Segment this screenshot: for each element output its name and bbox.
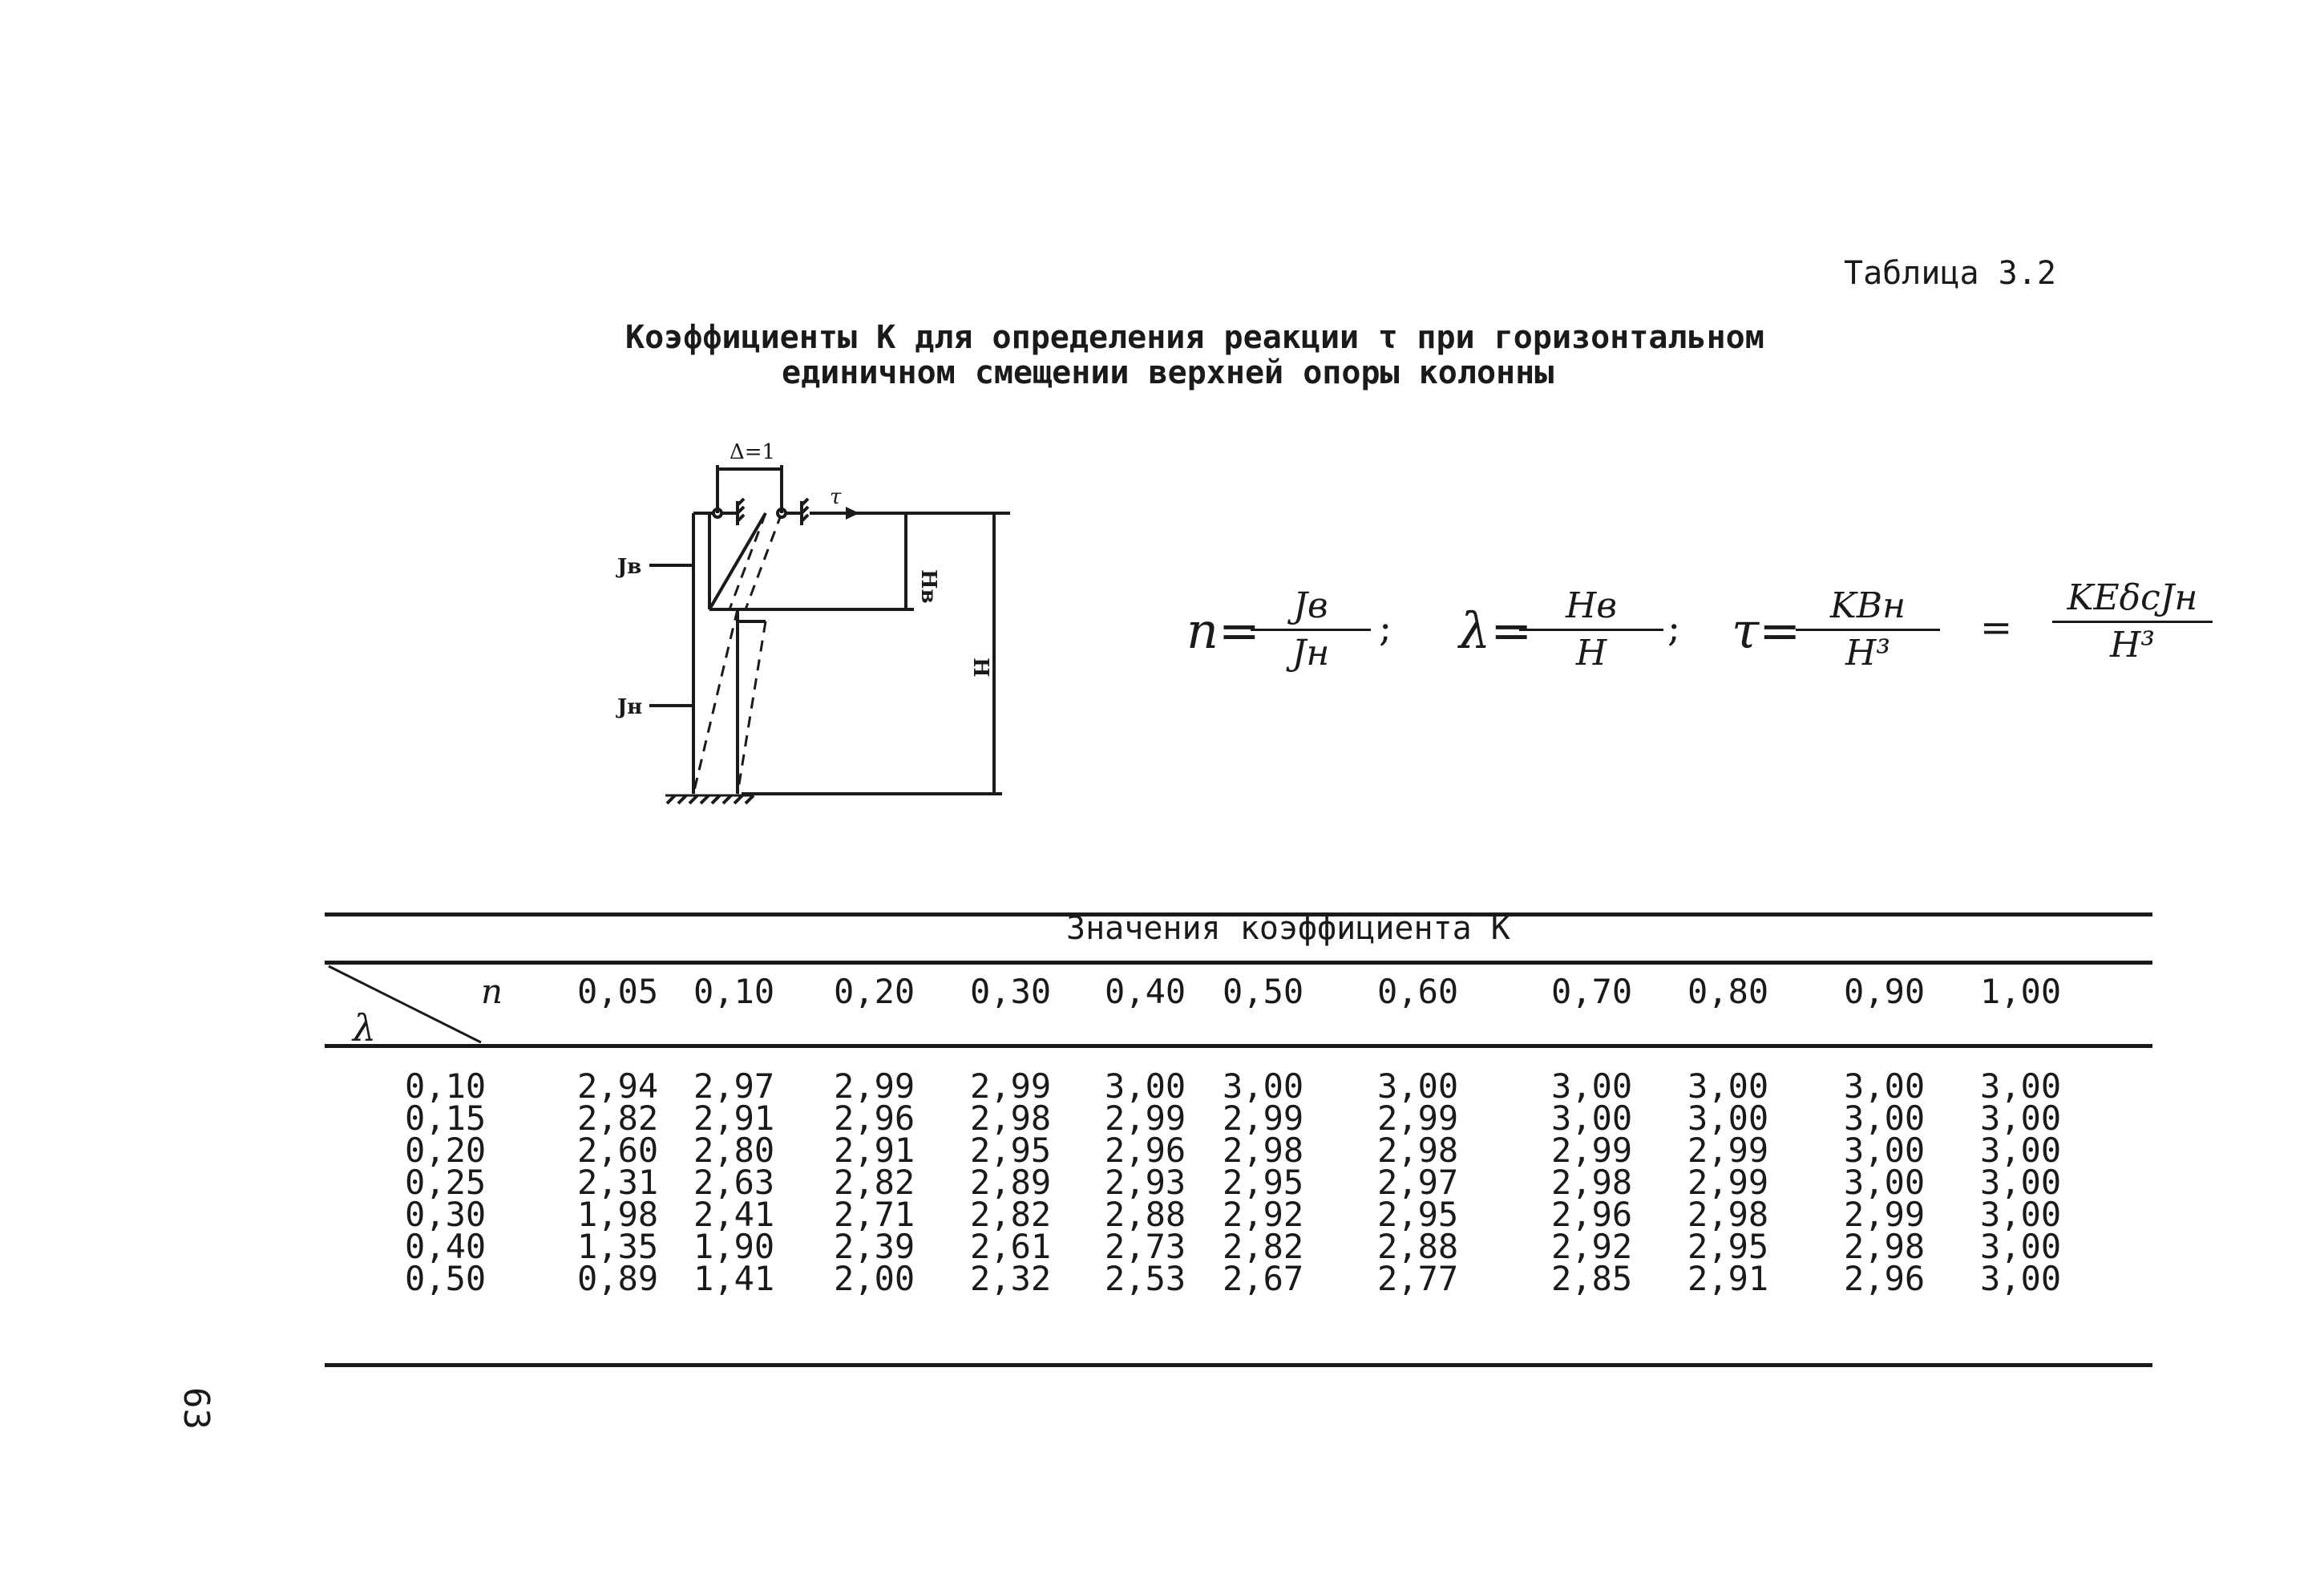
fraction-bar [1796,629,1940,631]
formula-n-numerator: Jв [1293,585,1328,626]
column-header: 0,10 [693,972,775,1011]
table-cell: 2,92 [1223,1195,1304,1234]
table-cell: 2,82 [577,1099,659,1138]
column-header: 0,60 [1377,972,1459,1011]
n-axis-label: n [481,972,503,1011]
column-header: 0,30 [970,972,1052,1011]
table-bottom-rule [325,1363,2152,1367]
corner-diagonal [325,962,485,1046]
table-cell: 2,80 [693,1131,775,1170]
table-cell: 2,99 [1687,1163,1769,1202]
table-cell: 1,35 [577,1227,659,1266]
table-cell: 2,99 [1687,1131,1769,1170]
table-cell: 3,00 [1844,1066,1926,1106]
table-cell: 2,39 [834,1227,915,1266]
row-lambda-value: 0,30 [405,1195,487,1234]
column-header: 0,70 [1551,972,1633,1011]
table-cell: 2,96 [834,1099,915,1138]
formula-r2-denominator: H³ [2109,625,2155,666]
table-cell: 3,00 [1687,1099,1769,1138]
table-cell: 0,89 [577,1259,659,1298]
table-cell: 2,31 [577,1163,659,1202]
table-cell: 2,97 [1377,1163,1459,1202]
table-cell: 3,00 [1980,1227,2062,1266]
table-cell: 2,82 [1223,1227,1304,1266]
table-cell: 2,99 [1844,1195,1926,1234]
formula-n-lhs: n= [1186,601,1260,660]
displaced-lower-line-a [693,609,738,794]
table-cell: 2,92 [1551,1227,1633,1266]
table-cell: 2,99 [970,1066,1052,1106]
formula-r-lhs: τ= [1732,601,1801,660]
table-cell: 2,94 [577,1066,659,1106]
table-cell: 2,63 [693,1163,775,1202]
table-cell: 3,00 [1980,1259,2062,1298]
column-header: 0,40 [1105,972,1186,1011]
table-cell: 2,96 [1105,1131,1186,1170]
displaced-lower-line-b [738,621,766,794]
table-cell: 2,53 [1105,1259,1186,1298]
column-header: 0,05 [577,972,659,1011]
table-cell: 3,00 [1377,1066,1459,1106]
table-cell: 3,00 [1844,1131,1926,1170]
h-label: H [968,658,992,678]
formula-r2-fraction [2052,577,2213,666]
formula-lambda-lhs: λ= [1459,601,1533,660]
displaced-upper-line-b [746,513,782,609]
delta-label: Δ=1 [730,440,776,464]
table-cell: 2,91 [693,1099,775,1138]
table-cell: 2,98 [1551,1163,1633,1202]
table-cell: 2,32 [970,1259,1052,1298]
table-cell: 2,95 [1687,1227,1769,1266]
table-cell: 3,00 [1551,1099,1633,1138]
table-cell: 2,82 [970,1195,1052,1234]
formula-lambda-numerator: Hв [1566,585,1617,626]
table-cell: 2,88 [1105,1195,1186,1234]
table-cell: 2,95 [970,1131,1052,1170]
table-cell: 1,90 [693,1227,775,1266]
table-cell: 2,61 [970,1227,1052,1266]
formula-r-numerator: KBн [1829,585,1906,626]
table-cell: 2,96 [1844,1259,1926,1298]
row-lambda-value: 0,15 [405,1099,487,1138]
lambda-axis-label: λ [353,1006,377,1050]
table-cell: 2,99 [1223,1099,1304,1138]
hb-label: Hв [916,569,940,604]
table-cell: 2,77 [1377,1259,1459,1298]
table-group-header: Значения коэффициента К [1066,910,1510,947]
table-cell: 3,00 [1980,1066,2062,1106]
table-cell: 3,00 [1980,1099,2062,1138]
table-cell: 2,67 [1223,1259,1304,1298]
table-cell: 2,99 [834,1066,915,1106]
table-cell: 2,99 [1105,1099,1186,1138]
table-cell: 3,00 [1980,1163,2062,1202]
fraction-bar [2052,621,2213,623]
table-cell: 2,71 [834,1195,915,1234]
formula-n-denominator: Jн [1291,633,1330,674]
table-cell: 2,91 [834,1131,915,1170]
column-scheme-diagram [609,433,1026,818]
formula-lambda-fraction [1519,585,1663,674]
formula-r-fraction [1796,585,1940,674]
table-cell: 2,98 [1844,1227,1926,1266]
formula-lambda-denominator: H [1575,633,1607,674]
column-header: 0,50 [1223,972,1304,1011]
fraction-bar [1519,629,1663,631]
row-lambda-value: 0,40 [405,1227,487,1266]
page-number: 63 [176,1387,216,1430]
formula-separator: ; [1667,605,1681,650]
formula-n-fraction [1251,585,1371,674]
table-number-label: Таблица 3.2 [1844,255,2056,292]
table-cell: 3,00 [1551,1066,1633,1106]
fraction-bar [1251,629,1371,631]
table-cell: 2,00 [834,1259,915,1298]
table-cell: 2,82 [834,1163,915,1202]
table-cell: 3,00 [1844,1099,1926,1138]
table-header-rule [325,961,2152,965]
row-lambda-value: 0,25 [405,1163,487,1202]
column-header: 0,80 [1687,972,1769,1011]
table-cell: 2,99 [1551,1131,1633,1170]
formula-separator: ; [1379,605,1392,650]
table-cell: 3,00 [1223,1066,1304,1106]
formula-r2-numerator: KEδcJн [2067,577,2198,618]
table-cell: 1,41 [693,1259,775,1298]
column-header: 0,20 [834,972,915,1011]
table-cell: 3,00 [1980,1195,2062,1234]
table-cell: 2,89 [970,1163,1052,1202]
formula-r-denominator: H³ [1845,633,1890,674]
table-cell: 2,41 [693,1195,775,1234]
table-cell: 2,88 [1377,1227,1459,1266]
table-cell: 2,98 [1377,1131,1459,1170]
table-cell: 3,00 [1105,1066,1186,1106]
table-cell: 2,98 [970,1099,1052,1138]
table-cell: 2,95 [1223,1163,1304,1202]
reaction-label: τ [830,485,842,509]
table-cell: 1,98 [577,1195,659,1234]
upper-inertia-label: Jв [617,555,642,579]
column-header: 1,00 [1980,972,2062,1011]
table-cell: 2,96 [1551,1195,1633,1234]
table-cell: 2,97 [693,1066,775,1106]
row-lambda-value: 0,10 [405,1066,487,1106]
table-cell: 2,60 [577,1131,659,1170]
table-cell: 2,98 [1687,1195,1769,1234]
table-cell: 2,91 [1687,1259,1769,1298]
table-cell: 3,00 [1844,1163,1926,1202]
formula-equals: = [1980,605,2013,650]
table-cell: 2,85 [1551,1259,1633,1298]
lower-inertia-label: Jн [617,695,643,719]
table-title-line-1: Коэффициенты К для определения реакции τ при горизонтальном [625,319,1764,356]
column-header: 0,90 [1844,972,1926,1011]
table-cell: 2,98 [1223,1131,1304,1170]
table-cell: 2,99 [1377,1099,1459,1138]
displaced-upper-line-a [730,513,766,609]
table-cell: 2,93 [1105,1163,1186,1202]
table-title-line-2: единичном смещении верхней опоры колонны [782,354,1554,391]
table-cell: 3,00 [1687,1066,1769,1106]
row-lambda-value: 0,20 [405,1131,487,1170]
table-cell: 3,00 [1980,1131,2062,1170]
table-body-rule [325,1044,2152,1048]
table-cell: 2,73 [1105,1227,1186,1266]
table-cell: 2,95 [1377,1195,1459,1234]
row-lambda-value: 0,50 [405,1259,487,1298]
